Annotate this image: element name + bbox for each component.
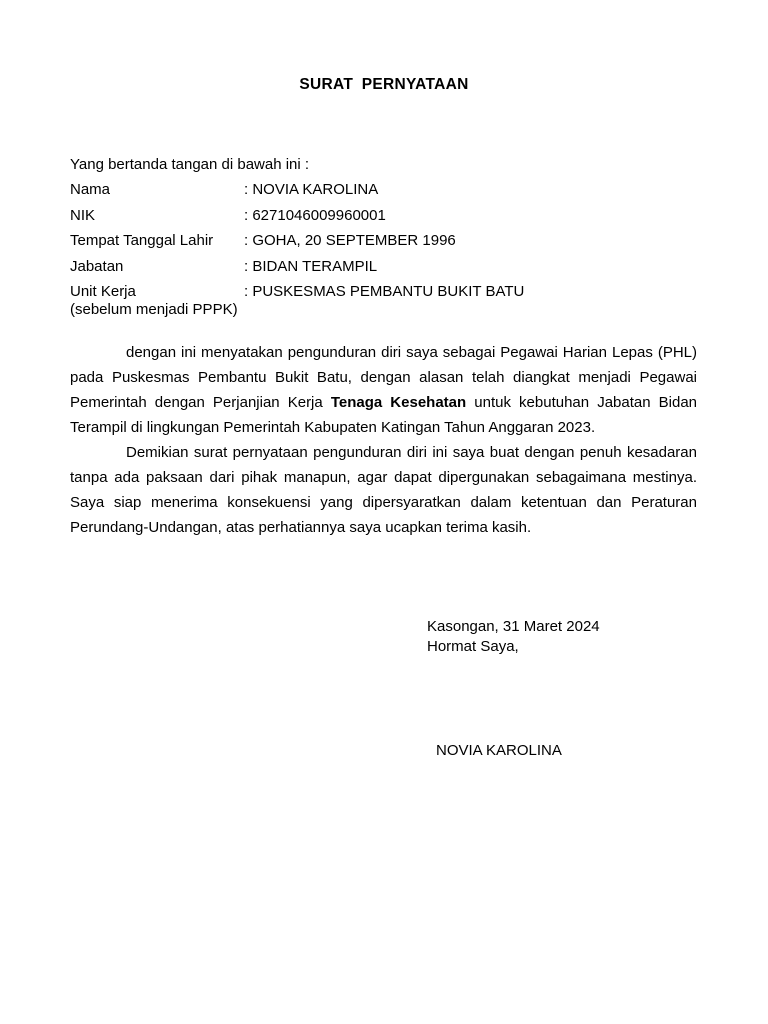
- field-value: : BIDAN TERAMPIL: [244, 257, 378, 275]
- letter-body: [70, 340, 697, 540]
- paragraph-resignation: [70, 340, 697, 440]
- field-label: Nama: [70, 181, 111, 198]
- paragraph-text: dengan ini menyatakan pengunduran diri saya sebagai Pegawai Harian Lepas (PHL) pada Puskesmas Pembantu Bukit Batu, dengan alasan telah diangkat menjadi Pegawai Pemerintah dengan Perjanjian Kerja: [70, 344, 697, 411]
- document-title: SURAT PERNYATAAN: [299, 76, 469, 93]
- field-label: Tempat Tanggal Lahir: [70, 232, 214, 249]
- field-row-jabatan: [70, 258, 700, 284]
- field-value: : GOHA, 20 SEPTEMBER 1996: [244, 232, 456, 249]
- field-row-nama: [70, 181, 700, 207]
- field-sublabel: (sebelum menjadi PPPK): [70, 301, 238, 318]
- field-value: : NOVIA KAROLINA: [244, 181, 379, 198]
- field-label: Jabatan: [70, 257, 124, 275]
- signer-name: NOVIA KAROLINA: [436, 742, 562, 759]
- identity-fields: [70, 181, 700, 319]
- field-value: : 6271046009960001: [244, 206, 386, 224]
- field-row-unit-kerja: [70, 283, 700, 319]
- field-row-ttl: [70, 232, 700, 258]
- field-label: NIK: [70, 206, 96, 224]
- bold-phrase: Tenaga Kesehatan: [330, 394, 467, 411]
- closing-block: [427, 617, 600, 657]
- paragraph-closing: Demikian surat pernyataan pengunduran diri ini saya buat dengan penuh kesadaran tanpa ada paksaan dari pihak manapun, agar dapat dipergunakan sebagaimana mestinya. Saya siap menerima konsekuensi yang dipersyaratkan dalam ketentuan dan Peraturan Perundang-Undangan, atas perhatiannya saya ucapkan terima kasih.: [70, 444, 697, 536]
- field-value: : PUSKESMAS PEMBANTU BUKIT BATU: [244, 283, 525, 300]
- salutation: Hormat Saya,: [427, 638, 519, 655]
- intro-text: Yang bertanda tangan di bawah ini :: [70, 156, 310, 173]
- place-date: Kasongan, 31 Maret 2024: [427, 618, 600, 635]
- field-label: Unit Kerja: [70, 283, 136, 300]
- field-row-nik: [70, 207, 700, 233]
- paragraph-text: untuk kebutuhan Jabatan Bidan Terampil di lingkungan Pemerintah Kabupaten Katingan Tahun Anggaran 2023.: [70, 394, 698, 436]
